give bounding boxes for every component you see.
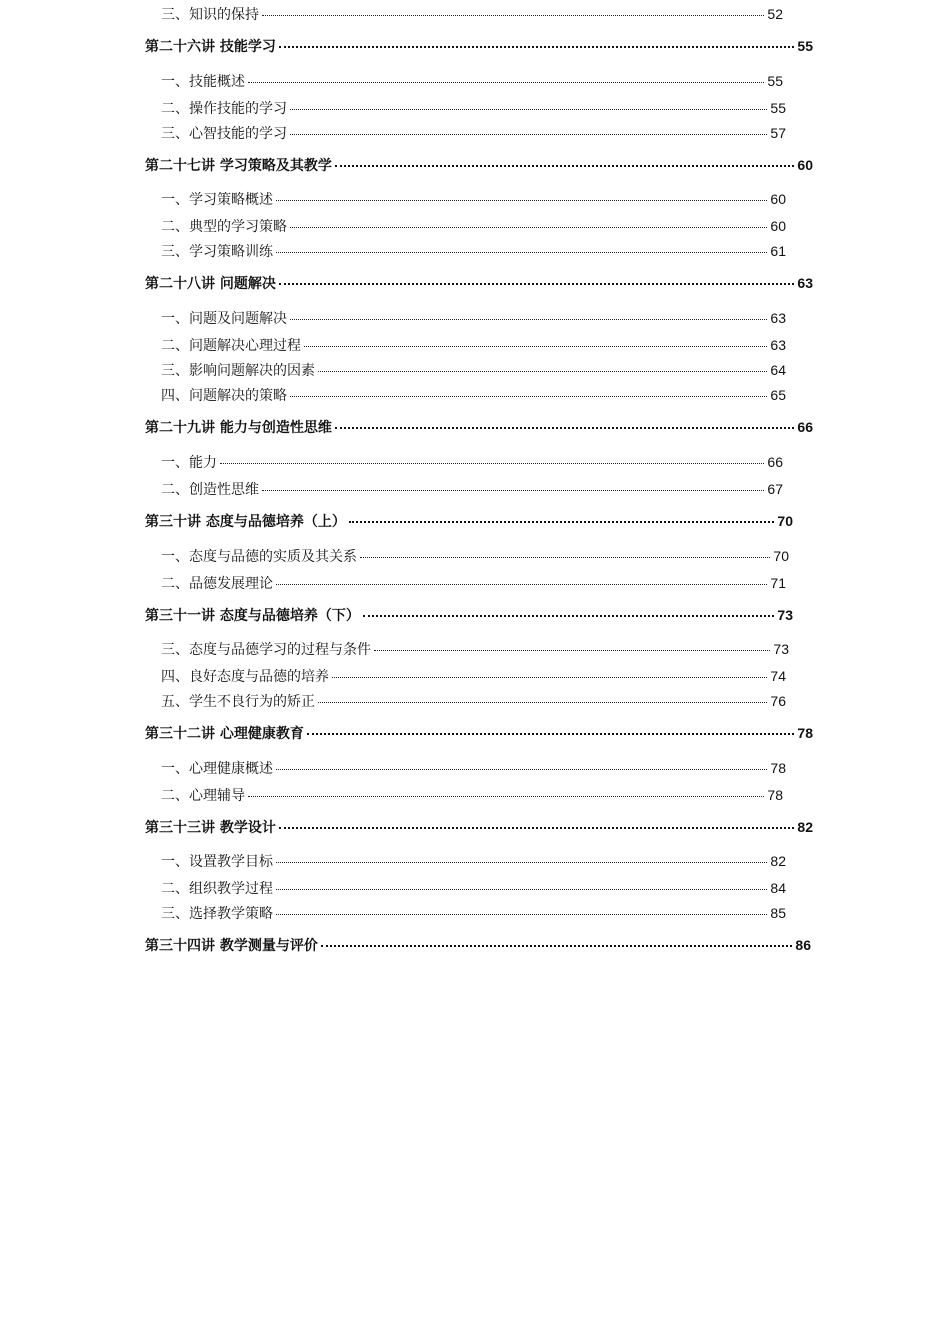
toc-entry-title: 二、操作技能的学习 (161, 101, 287, 117)
toc-page-number: 61 (770, 243, 786, 259)
toc-page-number: 66 (797, 419, 813, 435)
toc-section-entry[interactable] (161, 785, 783, 805)
toc-entry-title: 一、技能概述 (161, 74, 245, 90)
toc-page-number: 60 (797, 157, 813, 173)
toc-dot-leader (276, 199, 767, 201)
toc-section-entry[interactable] (161, 4, 783, 24)
toc-page-number: 82 (770, 853, 786, 869)
toc-page-number: 85 (770, 905, 786, 921)
toc-dot-leader (318, 701, 767, 703)
toc-dot-leader (262, 489, 764, 491)
toc-entry-title: 第三十二讲 心理健康教育 (145, 726, 304, 742)
toc-dot-leader (276, 768, 767, 770)
toc-dot-leader (248, 81, 764, 83)
toc-entry-title: 三、影响问题解决的因素 (161, 363, 315, 379)
toc-page-number: 63 (770, 310, 786, 326)
toc-page-number: 73 (773, 641, 789, 657)
toc-entry-title: 第二十九讲 能力与创造性思维 (145, 420, 332, 436)
toc-section-entry[interactable] (161, 216, 786, 236)
toc-entry-title: 第二十八讲 问题解决 (145, 276, 276, 292)
toc-section-entry[interactable] (161, 385, 786, 405)
toc-section-entry[interactable] (161, 851, 786, 871)
toc-dot-leader (360, 556, 770, 558)
toc-dot-leader (304, 345, 767, 347)
toc-page-number: 71 (770, 575, 786, 591)
toc-entry-title: 一、学习策略概述 (161, 192, 273, 208)
toc-dot-leader (276, 913, 767, 915)
toc-chapter-entry[interactable] (145, 817, 813, 837)
toc-page-number: 52 (767, 6, 783, 22)
toc-page-number: 64 (770, 362, 786, 378)
toc-page-number: 86 (795, 937, 811, 953)
toc-entry-title: 三、态度与品德学习的过程与条件 (161, 642, 371, 658)
toc-page-number: 66 (767, 454, 783, 470)
toc-page-number: 63 (797, 275, 813, 291)
toc-entry-title: 第三十四讲 教学测量与评价 (145, 938, 318, 954)
toc-page-number: 78 (767, 787, 783, 803)
toc-chapter-entry[interactable] (145, 935, 811, 955)
toc-dot-leader (374, 649, 770, 651)
toc-chapter-entry[interactable] (145, 36, 813, 56)
toc-dot-leader (276, 888, 767, 890)
toc-page-number: 70 (777, 513, 793, 529)
toc-page-number: 57 (770, 125, 786, 141)
toc-section-entry[interactable] (161, 335, 786, 355)
toc-page-number: 65 (770, 387, 786, 403)
toc-section-entry[interactable] (161, 573, 786, 593)
toc-page-number: 60 (770, 218, 786, 234)
toc-chapter-entry[interactable] (145, 417, 813, 437)
toc-dot-leader (279, 45, 795, 48)
toc-dot-leader (279, 282, 795, 285)
toc-section-entry[interactable] (161, 691, 786, 711)
toc-section-entry[interactable] (161, 123, 786, 143)
toc-dot-leader (276, 251, 767, 253)
toc-entry-title: 一、心理健康概述 (161, 761, 273, 777)
toc-entry-title: 一、能力 (161, 455, 217, 471)
toc-chapter-entry[interactable] (145, 723, 813, 743)
toc-dot-leader (290, 318, 767, 320)
toc-dot-leader (307, 732, 795, 735)
toc-entry-title: 第三十一讲 态度与品德培养（下） (145, 608, 360, 624)
toc-chapter-entry[interactable] (145, 155, 813, 175)
toc-dot-leader (290, 395, 767, 397)
toc-entry-title: 二、组织教学过程 (161, 881, 273, 897)
toc-entry-title: 一、问题及问题解决 (161, 311, 287, 327)
toc-chapter-entry[interactable] (145, 511, 793, 531)
toc-dot-leader (276, 861, 767, 863)
toc-section-entry[interactable] (161, 360, 786, 380)
toc-dot-leader (335, 426, 795, 429)
toc-entry-title: 第三十三讲 教学设计 (145, 820, 276, 836)
toc-section-entry[interactable] (161, 758, 786, 778)
toc-page-number: 55 (767, 73, 783, 89)
toc-page-number: 82 (797, 819, 813, 835)
toc-page-number: 70 (773, 548, 789, 564)
toc-section-entry[interactable] (161, 241, 786, 261)
toc-dot-leader (220, 462, 764, 464)
toc-page-number: 78 (797, 725, 813, 741)
toc-chapter-entry[interactable] (145, 605, 793, 625)
toc-section-entry[interactable] (161, 666, 786, 686)
toc-dot-leader (349, 520, 775, 523)
toc-page-number: 76 (770, 693, 786, 709)
toc-page-number: 73 (777, 607, 793, 623)
toc-dot-leader (290, 133, 767, 135)
toc-entry-title: 第二十六讲 技能学习 (145, 39, 276, 55)
toc-section-entry[interactable] (161, 903, 786, 923)
toc-page-number: 55 (770, 100, 786, 116)
toc-dot-leader (279, 826, 795, 829)
toc-entry-title: 三、选择教学策略 (161, 906, 273, 922)
toc-dot-leader (332, 676, 767, 678)
toc-section-entry[interactable] (161, 639, 789, 659)
toc-dot-leader (321, 944, 793, 947)
toc-dot-leader (276, 583, 767, 585)
toc-entry-title: 五、学生不良行为的矫正 (161, 694, 315, 710)
toc-section-entry[interactable] (161, 546, 789, 566)
toc-dot-leader (335, 164, 795, 167)
toc-entry-title: 二、典型的学习策略 (161, 219, 287, 235)
toc-entry-title: 二、创造性思维 (161, 482, 259, 498)
toc-page-number: 60 (770, 191, 786, 207)
toc-page-number: 63 (770, 337, 786, 353)
toc-dot-leader (290, 226, 767, 228)
toc-entry-title: 四、良好态度与品德的培养 (161, 669, 329, 685)
toc-entry-title: 二、品德发展理论 (161, 576, 273, 592)
toc-dot-leader (248, 795, 764, 797)
toc-entry-title: 二、心理辅导 (161, 788, 245, 804)
toc-entry-title: 二、问题解决心理过程 (161, 338, 301, 354)
toc-page-number: 78 (770, 760, 786, 776)
toc-entry-title: 第三十讲 态度与品德培养（上） (145, 514, 346, 530)
toc-section-entry[interactable] (161, 479, 783, 499)
toc-entry-title: 三、学习策略训练 (161, 244, 273, 260)
toc-entry-title: 三、知识的保持 (161, 7, 259, 23)
toc-section-entry[interactable] (161, 308, 786, 328)
toc-entry-title: 第二十七讲 学习策略及其教学 (145, 158, 332, 174)
toc-entry-title: 一、态度与品德的实质及其关系 (161, 549, 357, 565)
toc-section-entry[interactable] (161, 98, 786, 118)
toc-dot-leader (363, 614, 775, 617)
toc-entry-title: 四、问题解决的策略 (161, 388, 287, 404)
toc-section-entry[interactable] (161, 452, 783, 472)
toc-section-entry[interactable] (161, 71, 783, 91)
toc-dot-leader (290, 108, 767, 110)
toc-entry-title: 一、设置教学目标 (161, 854, 273, 870)
toc-section-entry[interactable] (161, 878, 786, 898)
toc-page-number: 84 (770, 880, 786, 896)
toc-page-number: 55 (797, 38, 813, 54)
toc-dot-leader (318, 370, 767, 372)
toc-page-number: 74 (770, 668, 786, 684)
toc-entry-title: 三、心智技能的学习 (161, 126, 287, 142)
toc-chapter-entry[interactable] (145, 273, 813, 293)
toc-page-number: 67 (767, 481, 783, 497)
toc-dot-leader (262, 14, 764, 16)
toc-section-entry[interactable] (161, 189, 786, 209)
